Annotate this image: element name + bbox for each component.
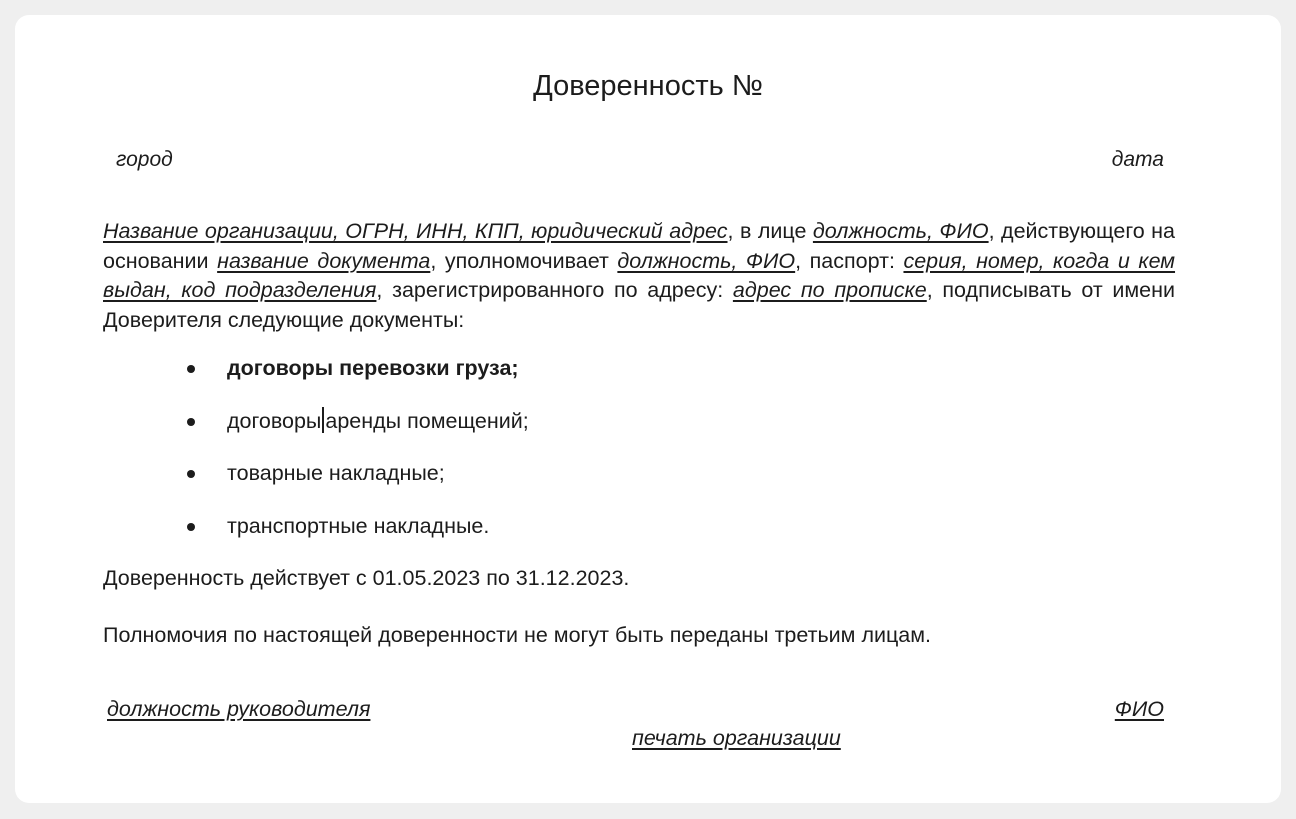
paragraph-text: , действующего на основании [103,219,1176,273]
seal-placeholder: печать организации [632,726,841,750]
list-item-text: договоры перевозки груза; [227,356,519,380]
signatory-position-placeholder: должность руководителя [107,697,371,721]
principal-placeholder: должность, ФИО [812,219,989,243]
paragraph-text: , в лице [727,219,813,243]
document-title: Доверенность № [533,70,763,102]
address-placeholder: адрес по прописке [732,278,927,302]
attorney-placeholder: должность, ФИО [617,248,796,273]
list-item[interactable] [187,458,529,511]
authorization-paragraph[interactable] [103,217,1175,335]
list-item-text: аренды помещений; [325,408,529,433]
powers-text[interactable]: Полномочия по настоящей доверенности не могут быть переданы третьим лицам. [103,623,932,647]
basis-document-placeholder: название документа [217,248,431,273]
bullet-icon [187,365,195,373]
list-item-text: договоры [227,408,322,433]
bullet-icon [187,418,195,426]
documents-list[interactable] [187,353,529,563]
bullet-icon [187,470,195,478]
paragraph-text: , уполномочивает [430,248,618,273]
list-item-text: транспортные накладные. [227,513,490,538]
bullet-icon [187,523,195,531]
validity-text[interactable]: Доверенность действует с 01.05.2023 по 31.12.2023. [103,566,630,590]
city-placeholder: город [116,148,173,171]
date-placeholder: дата [1111,148,1164,171]
paragraph-text: , паспорт: [795,248,904,273]
paragraph-text: , подписывать от имени Доверителя следующие документы: [103,278,1175,332]
list-item[interactable] [187,511,529,564]
paragraph-text: , зарегистрированного по адресу: [376,278,733,302]
list-item[interactable] [187,406,529,459]
passport-placeholder: серия, номер, когда и кем выдан, код подразделения [103,248,1176,302]
list-item[interactable] [187,353,529,406]
document-page[interactable] [15,15,1281,803]
signatory-name-placeholder: ФИО [1114,697,1164,721]
organization-placeholder: Название организации, ОГРН, ИНН, КПП, юридический адрес [103,219,728,243]
list-item-text: товарные накладные; [227,461,445,485]
